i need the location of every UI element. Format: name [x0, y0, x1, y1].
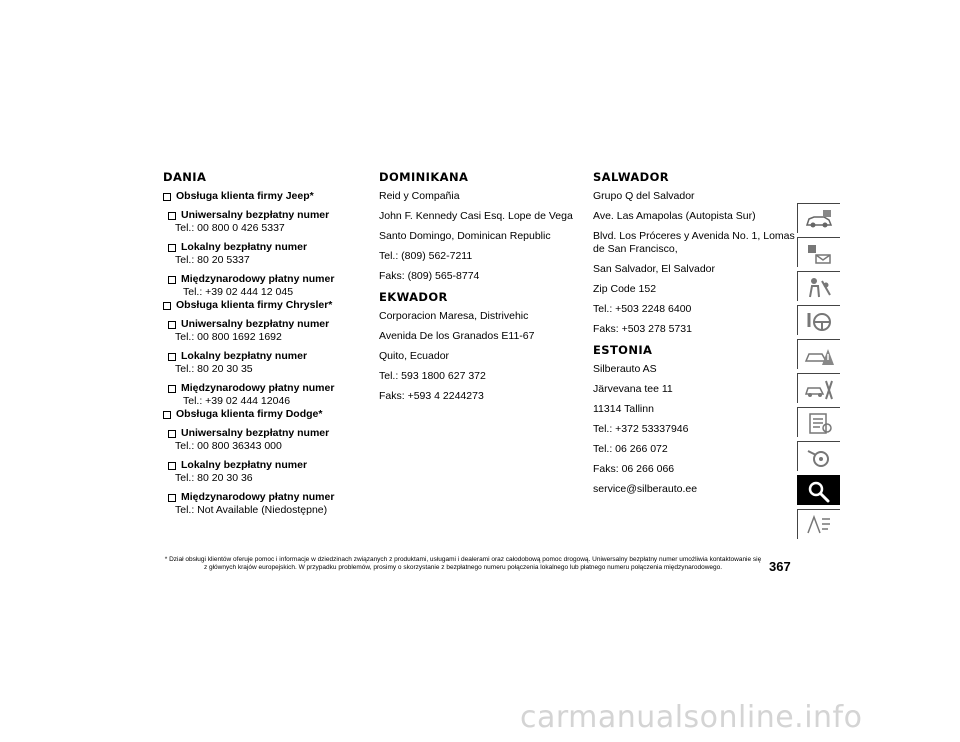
dania-heading: DANIA — [163, 170, 207, 184]
emergency-icon — [804, 343, 834, 367]
list-item: Uniwersalny bezpłatny numer Tel.: 00 800 1692 1692 — [163, 318, 363, 344]
address-line: Grupo Q del Salvador — [593, 190, 695, 202]
checkbox-bullet-icon — [163, 302, 171, 310]
checkbox-bullet-icon — [168, 494, 176, 502]
address-line: Zip Code 152 — [593, 283, 657, 295]
address-line: 11314 Tallinn — [593, 403, 654, 415]
checkbox-bullet-icon — [168, 321, 176, 329]
checkbox-bullet-icon — [168, 276, 176, 284]
checkbox-bullet-icon — [168, 353, 176, 361]
phone-line: Tel.: +372 53337946 — [593, 423, 689, 435]
steering-wheel-icon — [804, 309, 834, 333]
checkbox-bullet-icon — [168, 430, 176, 438]
tab-multimedia[interactable] — [797, 441, 840, 471]
tab-driving[interactable] — [797, 305, 840, 335]
car-info-icon — [804, 207, 834, 231]
address-line: Järvevana tee 11 — [593, 383, 673, 395]
list-item: Międzynarodowy płatny numer Tel.: +39 02 444 12046 — [163, 382, 363, 408]
phone-line: Tel.: 593 1800 627 372 — [379, 370, 486, 382]
checkbox-bullet-icon — [168, 212, 176, 220]
list-item: Lokalny bezpłatny numer Tel.: 80 20 30 36 — [163, 459, 363, 485]
safety-icon — [804, 275, 834, 299]
address-line: Silberauto AS — [593, 363, 657, 375]
fax-line: Faks: (809) 565-8774 — [379, 270, 480, 282]
tab-maintenance[interactable] — [797, 373, 840, 403]
ekwador-heading: EKWADOR — [379, 290, 448, 304]
address-line: Corporacion Maresa, Distrivehic — [379, 310, 529, 322]
salwador-heading: SALWADOR — [593, 170, 670, 184]
fax-line: Faks: 06 266 066 — [593, 463, 675, 475]
search-icon — [804, 479, 834, 503]
maintenance-icon — [804, 377, 834, 401]
address-line: Ave. Las Amapolas (Autopista Sur) — [593, 210, 756, 222]
warning-lights-icon — [804, 241, 834, 265]
checkbox-bullet-icon — [163, 193, 171, 201]
dania-column — [163, 170, 363, 517]
checkbox-bullet-icon — [163, 411, 171, 419]
tab-car-info[interactable] — [797, 203, 840, 233]
group-title: Obsługa klienta firmy Dodge* — [163, 408, 363, 421]
address-line: Blvd. Los Próceres y Avenida No. 1, Lomas de San Francisco, — [593, 230, 795, 255]
tab-technical-specs[interactable] — [797, 407, 840, 437]
address-line: Santo Domingo, Dominican Republic — [379, 230, 551, 242]
fax-line: Faks: +503 278 5731 — [593, 323, 692, 335]
dominikana-heading: DOMINIKANA — [379, 170, 469, 184]
index-icon — [804, 513, 834, 537]
tab-emergency[interactable] — [797, 339, 840, 369]
address-line: Quito, Ecuador — [379, 350, 450, 362]
estonia-heading: ESTONIA — [593, 343, 653, 357]
footnote: * Dział obsługi klientów oferuje pomoc i informacje w dziedzinach związanych z produktami, usługami i dealerami oraz całodobową pomoc drogową. Uniwersalny bezpłatny numer umożliwia kontaktowanie się z głównych krajów europejskich. W przypadku problemów, prosimy o skorzystanie z bezpłatnego numeru połączenia lokalnego lub płatnego numeru połączenia międzynarodowego. — [164, 556, 762, 571]
tab-index[interactable] — [797, 509, 840, 539]
address-line: Avenida De los Granados E11-67 — [379, 330, 535, 342]
tab-warning-lights[interactable] — [797, 237, 840, 267]
page-number: 367 — [769, 559, 791, 574]
list-item: Uniwersalny bezpłatny numer Tel.: 00 800 0 426 5337 — [163, 209, 363, 235]
fax-line: Faks: +593 4 2244273 — [379, 390, 484, 402]
phone-line: Tel.: 06 266 072 — [593, 443, 668, 455]
address-line: Reid y Compañia — [379, 190, 460, 202]
phone-line: Tel.: +503 2248 6400 — [593, 303, 692, 315]
list-item: Lokalny bezpłatny numer Tel.: 80 20 5337 — [163, 241, 363, 267]
checkbox-bullet-icon — [168, 385, 176, 393]
watermark: carmanualsonline.info — [520, 700, 863, 735]
list-item: Uniwersalny bezpłatny numer Tel.: 00 800 36343 000 — [163, 427, 363, 453]
technical-specs-icon — [804, 411, 834, 435]
checkbox-bullet-icon — [168, 462, 176, 470]
list-item: Międzynarodowy płatny numer Tel.: +39 02 444 12 045 — [163, 273, 363, 299]
list-item: Międzynarodowy płatny numer Tel.: Not Available (Niedostępne) — [163, 491, 363, 517]
phone-line: Tel.: (809) 562-7211 — [379, 250, 473, 262]
group-title: Obsługa klienta firmy Jeep* — [163, 190, 363, 203]
tab-search[interactable] — [797, 475, 840, 505]
address-line: San Salvador, El Salvador — [593, 263, 715, 275]
group-title: Obsługa klienta firmy Chrysler* — [163, 299, 363, 312]
checkbox-bullet-icon — [168, 244, 176, 252]
dominikana-ekwador-column — [379, 170, 579, 410]
chapter-tabs — [797, 203, 841, 543]
multimedia-icon — [804, 445, 834, 469]
salwador-estonia-column — [593, 170, 798, 503]
address-line: John F. Kennedy Casi Esq. Lope de Vega — [379, 210, 573, 222]
list-item: Lokalny bezpłatny numer Tel.: 80 20 30 35 — [163, 350, 363, 376]
tab-safety[interactable] — [797, 271, 840, 301]
email-line: service@silberauto.ee — [593, 483, 698, 495]
